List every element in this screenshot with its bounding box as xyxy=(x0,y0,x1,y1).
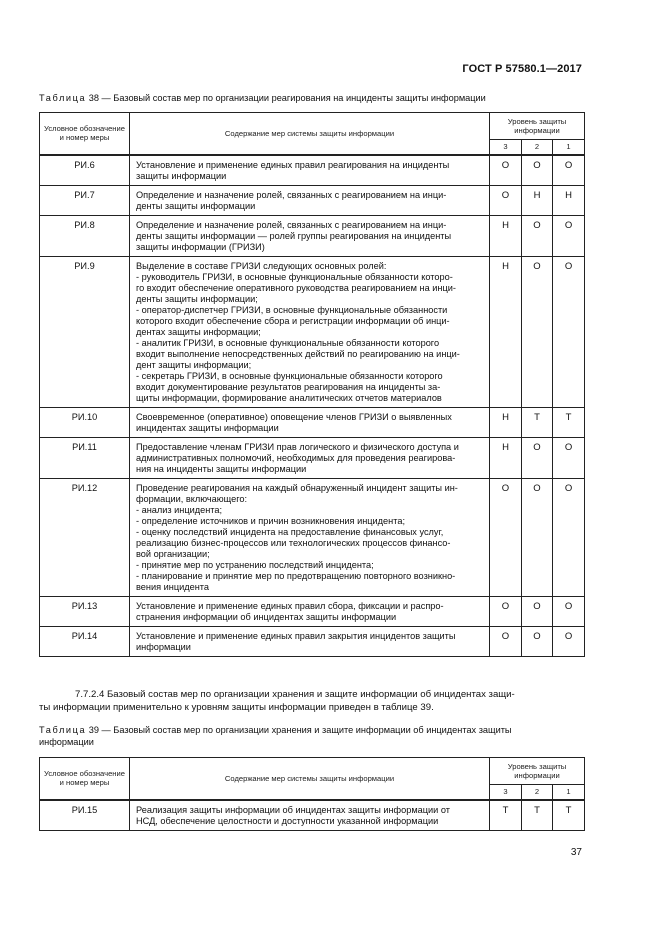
level-3-value: О xyxy=(490,626,522,656)
measure-content xyxy=(130,407,490,437)
table-row xyxy=(40,626,585,656)
measure-content-line: дентах защиты информации; xyxy=(136,326,261,337)
document-header: ГОСТ Р 57580.1—2017 xyxy=(462,63,582,75)
level-1-value: О xyxy=(553,478,585,596)
table-39-caption xyxy=(39,724,584,748)
measure-content-line: защиты информации (ГРИЗИ) xyxy=(136,241,265,252)
measure-content-line: - анализ инцидента; xyxy=(136,504,223,515)
measure-content xyxy=(130,155,490,186)
header-level-3: 3 xyxy=(490,140,522,155)
table-39-caption-label: Таблица xyxy=(39,725,87,735)
measure-content-line: информации xyxy=(136,641,191,652)
measure-content-line: входит выполнение непосредственных действий по реагированию на инци- xyxy=(136,348,460,359)
measure-content-line: Проведение реагирования на каждый обнаруженный инцидент защиты ин- xyxy=(136,482,458,493)
level-2-value: О xyxy=(522,478,553,596)
table-39-caption-text-2: информации xyxy=(39,737,94,747)
table-row xyxy=(40,256,585,407)
header-level-3: 3 xyxy=(490,785,522,800)
level-3-value: Н xyxy=(490,215,522,256)
measure-content xyxy=(130,626,490,656)
measure-code: РИ.9 xyxy=(40,256,130,407)
measure-content-line: денты защиты информации; xyxy=(136,293,258,304)
level-1-value: Н xyxy=(553,185,585,215)
paragraph-line: 7.7.2.4 Базовый состав мер по организации хранения и защите информации об инцидентах защи- xyxy=(75,689,515,700)
measure-content-line: денты защиты информации — ролей группы реагирования на инциденты xyxy=(136,230,452,241)
table-39 xyxy=(39,757,585,831)
level-2-value: О xyxy=(522,155,553,186)
header-level-1: 1 xyxy=(553,140,585,155)
measure-content xyxy=(130,437,490,478)
measure-content-line: странения информации об инцидентах защиты информации xyxy=(136,611,397,622)
header-levels: Уровень защиты информации xyxy=(490,758,585,785)
level-2-value: О xyxy=(522,437,553,478)
measure-content-line: Своевременное (оперативное) оповещение членов ГРИЗИ о выявленных xyxy=(136,411,452,422)
measure-content-line: формации, включающего: xyxy=(136,493,248,504)
table-38-caption-text: 38 — Базовый состав мер по организации реагирования на инциденты защиты информации xyxy=(86,93,486,103)
level-1-value: Т xyxy=(553,407,585,437)
measure-content-line: вения инцидента xyxy=(136,581,209,592)
table-38-caption xyxy=(39,92,584,104)
table-39-caption-text: 39 — Базовый состав мер по организации хранения и защите информации об инцидентах защиты xyxy=(86,725,512,735)
level-3-value: Т xyxy=(490,800,522,831)
measure-content-line: - определение источников и причин возникновения инцидента; xyxy=(136,515,405,526)
measure-code: РИ.14 xyxy=(40,626,130,656)
measure-content-line: инцидентах защиты информации xyxy=(136,422,279,433)
measure-code: РИ.13 xyxy=(40,596,130,626)
measure-code: РИ.12 xyxy=(40,478,130,596)
measure-content xyxy=(130,256,490,407)
measure-content-line: Установление и применение единых правил реагирования на инциденты xyxy=(136,159,450,170)
table-row xyxy=(40,800,585,831)
level-1-value: О xyxy=(553,437,585,478)
table-row xyxy=(40,407,585,437)
header-code: Условное обозначение и номер меры xyxy=(40,758,130,800)
table-row xyxy=(40,155,585,186)
level-3-value: Н xyxy=(490,407,522,437)
measure-content-line: - оценку последствий инцидента на предоставление финансовых услуг, xyxy=(136,526,444,537)
paragraph-line: ты информации применительно к уровням защиты информации приведен в таблице 39. xyxy=(39,702,434,713)
level-1-value: О xyxy=(553,215,585,256)
level-2-value: Т xyxy=(522,407,553,437)
table-39-body xyxy=(40,800,585,831)
level-2-value: Т xyxy=(522,800,553,831)
table-row xyxy=(40,437,585,478)
table-38 xyxy=(39,112,585,657)
table-row xyxy=(40,478,585,596)
measure-content-line: - аналитик ГРИЗИ, в основные функциональные обязанности которого xyxy=(136,337,440,348)
measure-code: РИ.15 xyxy=(40,800,130,831)
table-row xyxy=(40,215,585,256)
header-content: Содержание мер системы защиты информации xyxy=(130,758,490,800)
measure-content-line: - секретарь ГРИЗИ, в основные функциональные обязанности которого xyxy=(136,370,443,381)
page-number: 37 xyxy=(570,847,582,858)
measure-content-line: ния на инциденты защиты информации xyxy=(136,463,307,474)
header-level-1: 1 xyxy=(553,785,585,800)
header-level-2: 2 xyxy=(522,785,553,800)
measure-content xyxy=(130,596,490,626)
measure-code: РИ.6 xyxy=(40,155,130,186)
table-39-header xyxy=(40,758,585,800)
measure-code: РИ.10 xyxy=(40,407,130,437)
level-3-value: О xyxy=(490,185,522,215)
table-row xyxy=(40,596,585,626)
measure-content-line: Реализация защиты информации об инцидентах защиты информации от xyxy=(136,804,450,815)
measure-content-line: защиты информации xyxy=(136,170,227,181)
level-1-value: О xyxy=(553,596,585,626)
table-38-caption-label: Таблица xyxy=(39,93,87,103)
measure-content-line: Определение и назначение ролей, связанных с реагированием на инци- xyxy=(136,219,447,230)
level-1-value: О xyxy=(553,256,585,407)
level-2-value: О xyxy=(522,215,553,256)
measure-content xyxy=(130,478,490,596)
measure-content-line: - руководитель ГРИЗИ, в основные функциональные обязанности которо- xyxy=(136,271,453,282)
measure-content-line: - планирование и принятие мер по предотвращению повторного возникно- xyxy=(136,570,456,581)
level-3-value: О xyxy=(490,478,522,596)
measure-content-line: дент защиты информации; xyxy=(136,359,252,370)
measure-content-line: Предоставление членам ГРИЗИ прав логического и физического доступа и xyxy=(136,441,459,452)
level-3-value: О xyxy=(490,596,522,626)
measure-content-line: которого входит обеспечение сбора и регистрации информации об инци- xyxy=(136,315,450,326)
level-1-value: Т xyxy=(553,800,585,831)
level-3-value: О xyxy=(490,155,522,186)
level-2-value: О xyxy=(522,256,553,407)
measure-content-line: - оператор-диспетчер ГРИЗИ, в основные функциональные обязанности xyxy=(136,304,448,315)
measure-content xyxy=(130,800,490,831)
level-1-value: О xyxy=(553,626,585,656)
level-3-value: Н xyxy=(490,437,522,478)
table-38-header xyxy=(40,113,585,155)
level-2-value: О xyxy=(522,626,553,656)
measure-content-line: вой организации; xyxy=(136,548,210,559)
measure-content-line: входит документирование результатов реагирования на инциденты за- xyxy=(136,381,441,392)
paragraph-7-7-2-4 xyxy=(39,688,584,714)
header-levels: Уровень защиты информации xyxy=(490,113,585,140)
level-2-value: О xyxy=(522,596,553,626)
level-1-value: О xyxy=(553,155,585,186)
measure-content-line: Определение и назначение ролей, связанных с реагированием на инци- xyxy=(136,189,447,200)
measure-content-line: реализацию бизнес-процессов или технологических процессов финансо- xyxy=(136,537,451,548)
table-row xyxy=(40,185,585,215)
measure-content-line: административных полномочий, необходимых для проведения реагирова- xyxy=(136,452,456,463)
header-code: Условное обозначение и номер меры xyxy=(40,113,130,155)
header-content: Содержание мер системы защиты информации xyxy=(130,113,490,155)
measure-code: РИ.11 xyxy=(40,437,130,478)
level-3-value: Н xyxy=(490,256,522,407)
measure-content xyxy=(130,215,490,256)
measure-content xyxy=(130,185,490,215)
measure-content-line: НСД, обеспечение целостности и доступности указанной информации xyxy=(136,815,439,826)
measure-content-line: - принятие мер по устранению последствий инцидента; xyxy=(136,559,374,570)
measure-code: РИ.8 xyxy=(40,215,130,256)
measure-content-line: Установление и применение единых правил сбора, фиксации и распро- xyxy=(136,600,444,611)
table-38-body xyxy=(40,155,585,657)
measure-code: РИ.7 xyxy=(40,185,130,215)
measure-content-line: денты защиты информации xyxy=(136,200,256,211)
measure-content-line: го входит обеспечение оперативного руководства реагированием на инци- xyxy=(136,282,456,293)
level-2-value: Н xyxy=(522,185,553,215)
measure-content-line: щиты информации, формирование аналитических отчетов материалов xyxy=(136,392,442,403)
measure-content-line: Выделение в составе ГРИЗИ следующих основных ролей: xyxy=(136,260,387,271)
header-level-2: 2 xyxy=(522,140,553,155)
measure-content-line: Установление и применение единых правил закрытия инцидентов защиты xyxy=(136,630,456,641)
